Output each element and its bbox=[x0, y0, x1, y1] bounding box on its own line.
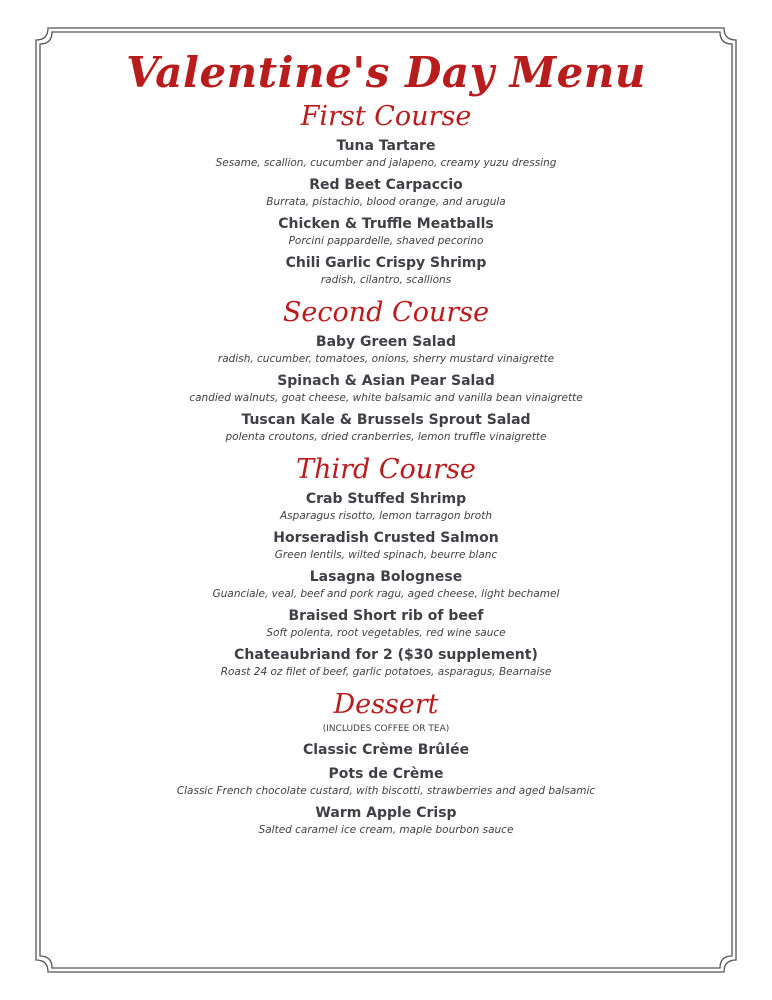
menu-item bbox=[60, 332, 712, 367]
course-title: Third Course bbox=[296, 454, 476, 485]
course-section bbox=[60, 296, 712, 453]
dish-description: Salted caramel ice cream, maple bourbon sauce bbox=[258, 824, 514, 836]
dish-description: Classic French chocolate custard, with biscotti, strawberries and aged balsamic bbox=[176, 785, 596, 797]
dish-name: Baby Green Salad bbox=[315, 334, 457, 350]
menu-item bbox=[60, 740, 712, 760]
dish-name: Chili Garlic Crispy Shrimp bbox=[285, 255, 487, 271]
course-note: (INCLUDES COFFEE OR TEA) bbox=[322, 724, 450, 734]
course-title: Dessert bbox=[333, 689, 439, 720]
dish-description: polenta croutons, dried cranberries, lemon truffle vinaigrette bbox=[225, 431, 547, 443]
menu-item bbox=[60, 175, 712, 210]
menu bbox=[60, 46, 712, 846]
dish-name: Spinach & Asian Pear Salad bbox=[277, 373, 495, 389]
dish-name: Tuna Tartare bbox=[336, 138, 436, 154]
dish-description: Burrata, pistachio, blood orange, and arugula bbox=[266, 196, 506, 208]
menu-item bbox=[60, 803, 712, 838]
dish-description: Soft polenta, root vegetables, red wine sauce bbox=[266, 627, 506, 639]
dish-name: Horseradish Crusted Salmon bbox=[273, 530, 499, 546]
menu-item bbox=[60, 410, 712, 445]
course-section bbox=[60, 688, 712, 846]
menu-item bbox=[60, 371, 712, 406]
dish-description: radish, cilantro, scallions bbox=[320, 274, 452, 286]
menu-item bbox=[60, 489, 712, 524]
dish-name: Pots de Crème bbox=[328, 766, 444, 782]
course-section bbox=[60, 100, 712, 296]
menu-item bbox=[60, 253, 712, 288]
menu-item bbox=[60, 214, 712, 249]
menu-item bbox=[60, 528, 712, 563]
course-section bbox=[60, 453, 712, 688]
dish-name: Classic Crème Brûlée bbox=[302, 742, 470, 758]
dish-description: Green lentils, wilted spinach, beurre blanc bbox=[274, 549, 498, 561]
course-title: First Course bbox=[300, 101, 472, 132]
dish-description: Asparagus risotto, lemon tarragon broth bbox=[280, 510, 492, 522]
dish-name: Tuscan Kale & Brussels Sprout Salad bbox=[241, 412, 531, 428]
course-title: Second Course bbox=[282, 297, 490, 328]
dish-name: Chicken & Truffle Meatballs bbox=[278, 216, 494, 232]
dish-name: Braised Short rib of beef bbox=[288, 608, 484, 624]
menu-item bbox=[60, 764, 712, 799]
dish-description: Roast 24 oz filet of beef, garlic potatoes, asparagus, Bearnaise bbox=[220, 666, 552, 678]
dish-description: candied walnuts, goat cheese, white balsamic and vanilla bean vinaigrette bbox=[189, 392, 583, 404]
menu-item bbox=[60, 645, 712, 680]
dish-name: Chateaubriand for 2 ($30 supplement) bbox=[234, 647, 538, 663]
dish-name: Red Beet Carpaccio bbox=[309, 177, 463, 193]
course-spacer bbox=[60, 842, 712, 846]
dish-description: Guanciale, veal, beef and pork ragu, aged cheese, light bechamel bbox=[212, 588, 560, 600]
menu-item bbox=[60, 606, 712, 641]
dish-description: Porcini pappardelle, shaved pecorino bbox=[288, 235, 484, 247]
menu-item bbox=[60, 136, 712, 171]
dish-description: radish, cucumber, tomatoes, onions, sherry mustard vinaigrette bbox=[217, 353, 555, 365]
dish-name: Lasagna Bolognese bbox=[309, 569, 463, 585]
menu-item bbox=[60, 567, 712, 602]
menu-title: Valentine's Day Menu bbox=[126, 48, 646, 97]
dish-description: Sesame, scallion, cucumber and jalapeno, creamy yuzu dressing bbox=[215, 157, 557, 169]
courses-list bbox=[60, 100, 712, 846]
dish-name: Warm Apple Crisp bbox=[315, 805, 457, 821]
dish-name: Crab Stuffed Shrimp bbox=[305, 491, 467, 507]
